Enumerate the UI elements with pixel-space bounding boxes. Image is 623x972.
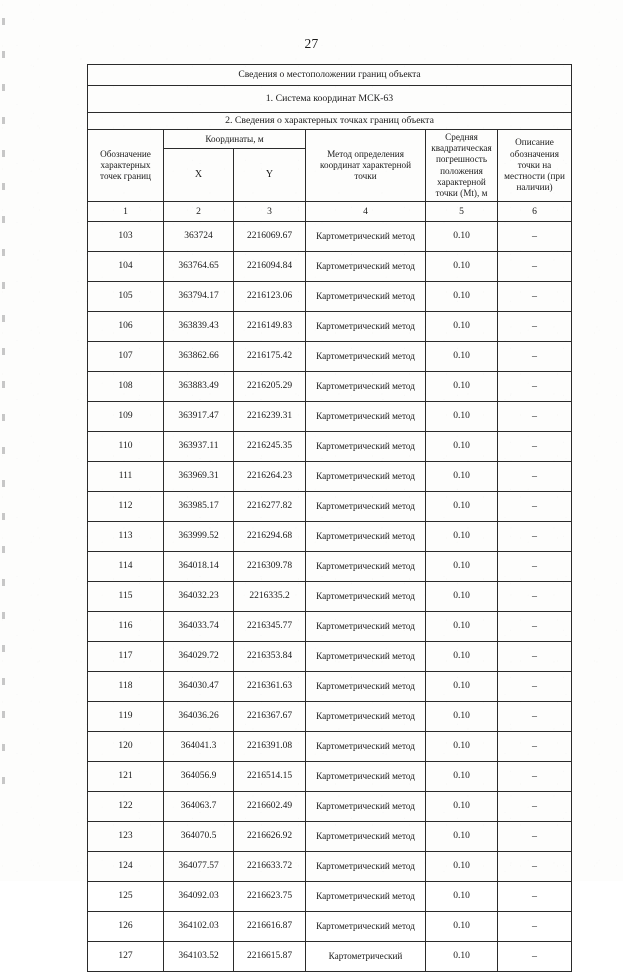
- cell-coordinate-x: 363999.52: [164, 522, 234, 552]
- cell-coordinate-y: 2216633.72: [234, 852, 306, 882]
- table-row: [88, 222, 572, 252]
- table-row: [88, 882, 572, 912]
- section-coordinate-system: 1. Система координат МСК-63: [88, 86, 572, 113]
- cell-description: –: [498, 402, 572, 432]
- cell-error: 0.10: [426, 612, 498, 642]
- cell-coordinate-y: 2216623.75: [234, 882, 306, 912]
- cell-point-number: 127: [88, 942, 164, 972]
- table-row: [88, 282, 572, 312]
- cell-method: Картометрический метод: [306, 702, 426, 732]
- cell-method: Картометрический метод: [306, 882, 426, 912]
- cell-description: –: [498, 942, 572, 972]
- cell-description: –: [498, 372, 572, 402]
- cell-point-number: 118: [88, 672, 164, 702]
- cell-coordinate-x: 364056.9: [164, 762, 234, 792]
- cell-coordinate-x: 364077.57: [164, 852, 234, 882]
- cell-point-number: 103: [88, 222, 164, 252]
- cell-description: –: [498, 522, 572, 552]
- table-row: [88, 402, 572, 432]
- section-2-row: [88, 113, 572, 130]
- cell-method: Картометрический метод: [306, 552, 426, 582]
- cell-error: 0.10: [426, 762, 498, 792]
- table-row: [88, 492, 572, 522]
- cell-error: 0.10: [426, 402, 498, 432]
- cell-coordinate-y: 2216602.49: [234, 792, 306, 822]
- cell-error: 0.10: [426, 522, 498, 552]
- header-coordinates-group: Координаты, м: [164, 130, 306, 149]
- cell-point-number: 120: [88, 732, 164, 762]
- cell-point-number: 119: [88, 702, 164, 732]
- cell-point-number: 122: [88, 792, 164, 822]
- cell-method: Картометрический метод: [306, 402, 426, 432]
- cell-error: 0.10: [426, 702, 498, 732]
- cell-error: 0.10: [426, 792, 498, 822]
- cell-description: –: [498, 222, 572, 252]
- cell-point-number: 126: [88, 912, 164, 942]
- cell-error: 0.10: [426, 282, 498, 312]
- cell-coordinate-x: 364102.03: [164, 912, 234, 942]
- cell-coordinate-y: 2216615.87: [234, 942, 306, 972]
- cell-error: 0.10: [426, 672, 498, 702]
- cell-description: –: [498, 672, 572, 702]
- cell-description: –: [498, 702, 572, 732]
- cell-point-number: 106: [88, 312, 164, 342]
- cell-coordinate-x: 364029.72: [164, 642, 234, 672]
- cell-coordinate-x: 364092.03: [164, 882, 234, 912]
- table-row: [88, 552, 572, 582]
- cell-description: –: [498, 432, 572, 462]
- cell-point-number: 117: [88, 642, 164, 672]
- cell-coordinate-y: 2216616.87: [234, 912, 306, 942]
- table-row: [88, 522, 572, 552]
- cell-coordinate-y: 2216205.29: [234, 372, 306, 402]
- cell-description: –: [498, 762, 572, 792]
- cell-coordinate-y: 2216264.23: [234, 462, 306, 492]
- cell-coordinate-y: 2216345.77: [234, 612, 306, 642]
- cell-method: Картометрический метод: [306, 732, 426, 762]
- cell-point-number: 125: [88, 882, 164, 912]
- section-characteristic-points: 2. Сведения о характерных точках границ объекта: [88, 113, 572, 130]
- cell-point-number: 105: [88, 282, 164, 312]
- cell-coordinate-x: 363839.43: [164, 312, 234, 342]
- cell-description: –: [498, 612, 572, 642]
- cell-coordinate-y: 2216391.08: [234, 732, 306, 762]
- cell-coordinate-x: 363937.11: [164, 432, 234, 462]
- table-row: [88, 792, 572, 822]
- cell-coordinate-y: 2216277.82: [234, 492, 306, 522]
- cell-description: –: [498, 312, 572, 342]
- cell-error: 0.10: [426, 822, 498, 852]
- cell-error: 0.10: [426, 882, 498, 912]
- cell-coordinate-x: 364032.23: [164, 582, 234, 612]
- cell-description: –: [498, 852, 572, 882]
- cell-point-number: 113: [88, 522, 164, 552]
- cell-method: Картометрический метод: [306, 312, 426, 342]
- cell-coordinate-x: 363917.47: [164, 402, 234, 432]
- cell-method: Картометрический метод: [306, 582, 426, 612]
- column-number-3: 3: [234, 202, 306, 222]
- cell-method: Картометрический метод: [306, 282, 426, 312]
- cell-method: Картометрический метод: [306, 522, 426, 552]
- cell-point-number: 124: [88, 852, 164, 882]
- cell-coordinate-y: 2216294.68: [234, 522, 306, 552]
- cell-error: 0.10: [426, 582, 498, 612]
- cell-coordinate-y: 2216069.67: [234, 222, 306, 252]
- cell-error: 0.10: [426, 312, 498, 342]
- header-coordinate-y: Y: [234, 149, 306, 202]
- cell-error: 0.10: [426, 642, 498, 672]
- cell-method: Картометрический метод: [306, 342, 426, 372]
- cell-error: 0.10: [426, 852, 498, 882]
- cell-error: 0.10: [426, 252, 498, 282]
- cell-point-number: 115: [88, 582, 164, 612]
- cell-coordinate-y: 2216175.42: [234, 342, 306, 372]
- table-row: [88, 612, 572, 642]
- header-point-designation: Обозначение характерных точек границ: [88, 130, 164, 202]
- cell-coordinate-y: 2216309.78: [234, 552, 306, 582]
- table-title-row: [88, 65, 572, 86]
- cell-point-number: 110: [88, 432, 164, 462]
- cell-coordinate-x: 364036.26: [164, 702, 234, 732]
- cell-description: –: [498, 342, 572, 372]
- header-point-description: Описание обозначения точки на местности (при наличии): [498, 130, 572, 202]
- cell-description: –: [498, 282, 572, 312]
- cell-coordinate-x: 363883.49: [164, 372, 234, 402]
- cell-description: –: [498, 792, 572, 822]
- cell-description: –: [498, 912, 572, 942]
- cell-coordinate-x: 364018.14: [164, 552, 234, 582]
- cell-error: 0.10: [426, 462, 498, 492]
- cell-method: Картометрический метод: [306, 672, 426, 702]
- cell-coordinate-y: 2216367.67: [234, 702, 306, 732]
- table-row: [88, 432, 572, 462]
- table-row: [88, 822, 572, 852]
- cell-coordinate-y: 2216245.35: [234, 432, 306, 462]
- page-number: 27: [304, 36, 319, 51]
- cell-coordinate-x: 363794.17: [164, 282, 234, 312]
- header-determination-method: Метод определения координат характерной точки: [306, 130, 426, 202]
- column-header-row: [88, 130, 572, 149]
- table-row: [88, 462, 572, 492]
- cell-error: 0.10: [426, 372, 498, 402]
- column-number-5: 5: [426, 202, 498, 222]
- cell-method: Картометрический метод: [306, 462, 426, 492]
- section-1-row: [88, 86, 572, 113]
- cell-description: –: [498, 552, 572, 582]
- cell-coordinate-x: 364033.74: [164, 612, 234, 642]
- table-row: [88, 912, 572, 942]
- table-body: [88, 65, 572, 972]
- cell-point-number: 123: [88, 822, 164, 852]
- table-row: [88, 672, 572, 702]
- cell-description: –: [498, 492, 572, 522]
- cell-coordinate-x: 364030.47: [164, 672, 234, 702]
- cell-coordinate-y: 2216123.06: [234, 282, 306, 312]
- table-title: Сведения о местоположении границ объекта: [88, 65, 572, 86]
- cell-point-number: 109: [88, 402, 164, 432]
- cell-method: Картометрический метод: [306, 852, 426, 882]
- table-row: [88, 372, 572, 402]
- cell-error: 0.10: [426, 222, 498, 252]
- table-row: [88, 342, 572, 372]
- cell-method: Картометрический метод: [306, 642, 426, 672]
- cell-coordinate-x: 364041.3: [164, 732, 234, 762]
- cell-point-number: 107: [88, 342, 164, 372]
- cell-point-number: 116: [88, 612, 164, 642]
- cell-method: Картометрический метод: [306, 372, 426, 402]
- cell-description: –: [498, 582, 572, 612]
- cell-coordinate-x: 363969.31: [164, 462, 234, 492]
- table-row: [88, 582, 572, 612]
- cell-description: –: [498, 732, 572, 762]
- header-mean-square-error: Средняя квадратическая погрешность положения характерной точки (Mt), м: [426, 130, 498, 202]
- table-row: [88, 252, 572, 282]
- cell-method: Картометрический метод: [306, 432, 426, 462]
- cell-coordinate-x: 363985.17: [164, 492, 234, 522]
- cell-error: 0.10: [426, 942, 498, 972]
- cell-description: –: [498, 822, 572, 852]
- cell-error: 0.10: [426, 912, 498, 942]
- cell-coordinate-y: 2216514.15: [234, 762, 306, 792]
- cell-method: Картометрический метод: [306, 762, 426, 792]
- cell-point-number: 111: [88, 462, 164, 492]
- cell-point-number: 114: [88, 552, 164, 582]
- cell-point-number: 108: [88, 372, 164, 402]
- cell-coordinate-y: 2216335.2: [234, 582, 306, 612]
- cell-description: –: [498, 642, 572, 672]
- cell-coordinate-x: 363724: [164, 222, 234, 252]
- cell-method: Картометрический метод: [306, 492, 426, 522]
- cell-method: Картометрический метод: [306, 822, 426, 852]
- table-row: [88, 762, 572, 792]
- cell-coordinate-x: 364103.52: [164, 942, 234, 972]
- cell-error: 0.10: [426, 732, 498, 762]
- cell-method: Картометрический метод: [306, 252, 426, 282]
- column-number-1: 1: [88, 202, 164, 222]
- cell-error: 0.10: [426, 432, 498, 462]
- cell-point-number: 104: [88, 252, 164, 282]
- cell-error: 0.10: [426, 492, 498, 522]
- cell-method: Картометрический: [306, 942, 426, 972]
- cell-coordinate-x: 363862.66: [164, 342, 234, 372]
- cell-coordinate-y: 2216626.92: [234, 822, 306, 852]
- cell-point-number: 112: [88, 492, 164, 522]
- cell-description: –: [498, 252, 572, 282]
- table-row: [88, 702, 572, 732]
- cell-method: Картометрический метод: [306, 222, 426, 252]
- boundary-info-table: [87, 64, 572, 972]
- column-number-6: 6: [498, 202, 572, 222]
- column-number-2: 2: [164, 202, 234, 222]
- cell-coordinate-y: 2216149.83: [234, 312, 306, 342]
- cell-method: Картометрический метод: [306, 792, 426, 822]
- table-row: [88, 852, 572, 882]
- table-row: [88, 942, 572, 972]
- cell-method: Картометрический метод: [306, 612, 426, 642]
- cell-coordinate-y: 2216361.63: [234, 672, 306, 702]
- table-row: [88, 732, 572, 762]
- cell-method: Картометрический метод: [306, 912, 426, 942]
- cell-error: 0.10: [426, 342, 498, 372]
- cell-coordinate-x: 363764.65: [164, 252, 234, 282]
- table-row: [88, 312, 572, 342]
- cell-coordinate-y: 2216094.84: [234, 252, 306, 282]
- column-number-row: [88, 202, 572, 222]
- cell-coordinate-y: 2216353.84: [234, 642, 306, 672]
- cell-coordinate-x: 364063.7: [164, 792, 234, 822]
- header-coordinate-x: X: [164, 149, 234, 202]
- cell-coordinate-y: 2216239.31: [234, 402, 306, 432]
- cell-description: –: [498, 462, 572, 492]
- cell-description: –: [498, 882, 572, 912]
- cell-error: 0.10: [426, 552, 498, 582]
- column-number-4: 4: [306, 202, 426, 222]
- boundary-info-table-container: [87, 64, 571, 972]
- cell-coordinate-x: 364070.5: [164, 822, 234, 852]
- table-row: [88, 642, 572, 672]
- cell-point-number: 121: [88, 762, 164, 792]
